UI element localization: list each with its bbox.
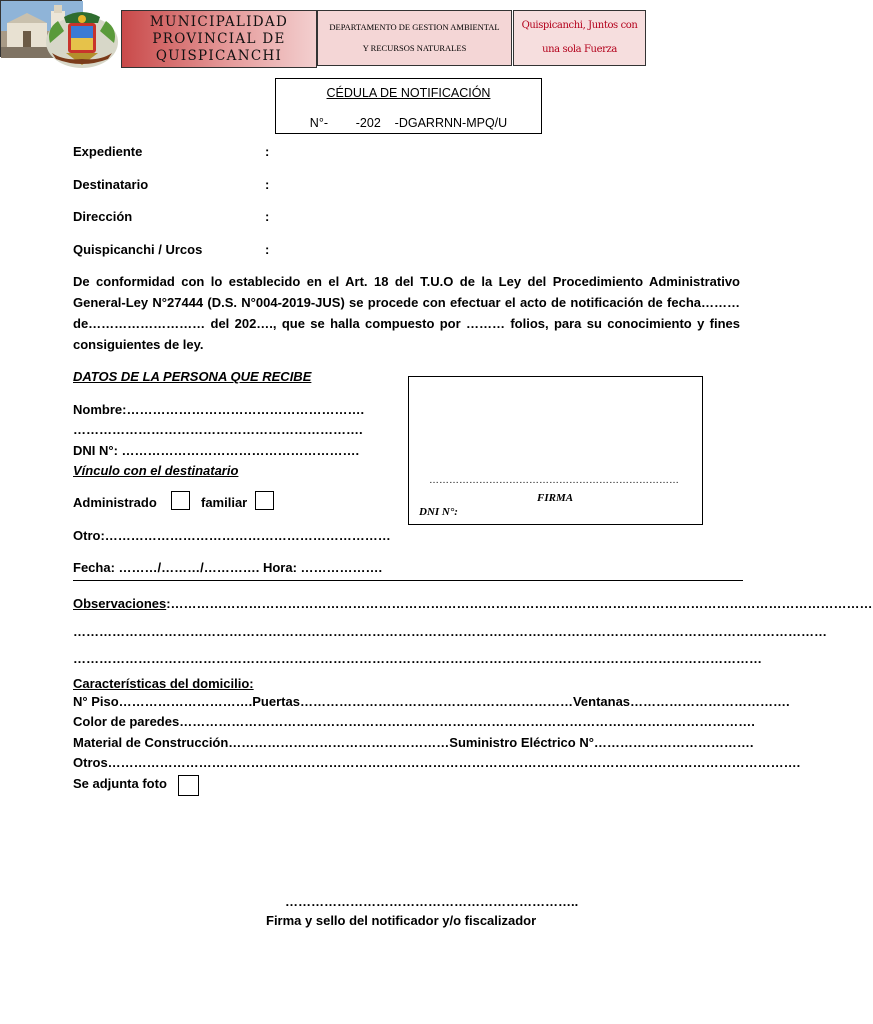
observations-row	[73, 596, 873, 611]
notification-title-box	[275, 78, 542, 134]
administrado-label: Administrado	[73, 495, 157, 510]
notifier-signature-caption: Firma y sello del notificador y/o fiscalizador	[266, 913, 537, 928]
department-name: DEPARTAMENTO DE GESTION AMBIENTAL Y RECURSOS NATURALES	[329, 22, 500, 53]
receiver-name-continuation: ………………………………………………………….	[73, 422, 363, 437]
observations-line-3: ……………………………………………………………………………………………………………………………………………	[73, 651, 762, 666]
familiar-checkbox[interactable]	[255, 491, 274, 510]
photo-attached-label: Se adjunta foto	[73, 776, 167, 791]
legal-paragraph: De conformidad con lo establecido en el Art. 18 del T.U.O de la Ley del Procedimiento Administrativo General-Ley N°27444 (D.S. N°004-2019-JUS) se procede con efectuar el acto de notificación de fecha……… de……………………… del 202…., que se halla compuesto por ……… folios, para su conocimiento y fines consiguientes de ley.	[73, 274, 740, 352]
administrado-checkbox[interactable]	[171, 491, 190, 510]
direccion-label: Dirección	[73, 209, 133, 224]
familiar-label: familiar	[201, 495, 248, 510]
lugar-colon: :	[265, 242, 270, 257]
observations-line-1: :………………………………………………………………………………………………………………………………………………	[166, 596, 873, 611]
destinatario-label: Destinatario	[73, 177, 149, 192]
observations-label: Observaciones	[73, 596, 167, 611]
photo-attached-checkbox[interactable]	[178, 775, 199, 796]
floor-doors-windows-field: N° Piso………………………….Puertas………………………………………………………Ventanas……………………………….	[73, 694, 790, 709]
other-relationship-field: Otro:…………………………………………………………	[73, 528, 391, 543]
coat-of-arms-logo	[44, 9, 120, 71]
signature-label: FIRMA	[537, 492, 574, 504]
notifier-signature-line: …………………………………………………………..	[285, 894, 579, 909]
wall-color-field: Color de paredes…………………………………………………………………………………………………………………….	[73, 714, 755, 729]
slogan-box	[513, 10, 646, 66]
municipality-name	[121, 10, 317, 68]
receiver-dni-field: DNI N°: ……………………………………………….	[73, 443, 360, 458]
signature-box	[408, 376, 703, 525]
slogan-text: Quispicanchi, Juntos con una sola Fuerza	[521, 20, 638, 55]
observations-line-2: …………………………………………………………………………………………………………………………………………………………	[73, 624, 827, 639]
signature-line: …………………………………………………………………	[429, 475, 679, 486]
others-field: Otros…………………………………………………………………………………………………………………………………………….	[73, 755, 801, 770]
receiver-heading: DATOS DE LA PERSONA QUE RECIBE	[73, 369, 312, 384]
domicile-heading: Características del domicilio:	[73, 676, 254, 691]
expediente-label: Expediente	[73, 144, 143, 159]
section-divider	[73, 580, 743, 581]
department-box	[317, 10, 512, 66]
municipality-line-1: MUNICIPALIDAD	[149, 13, 289, 30]
municipality-line-2: PROVINCIAL DE	[152, 30, 286, 47]
lugar-label: Quispicanchi / Urcos	[73, 242, 203, 257]
date-time-field: Fecha: ………/………/…………. Hora: ……………….	[73, 560, 383, 575]
destinatario-colon: :	[265, 177, 270, 192]
relationship-heading: Vínculo con el destinatario	[73, 463, 239, 478]
receiver-name-field: Nombre:……………………………………………….	[73, 402, 365, 417]
construction-material-field: Material de Construcción……………………………………………Suministro Eléctrico N°……………………………….	[73, 735, 754, 750]
signature-dni-label: DNI N°:	[419, 506, 458, 518]
municipality-line-3: QUISPICANCHI	[155, 47, 283, 64]
expediente-colon: :	[265, 144, 270, 159]
document-title: CÉDULA DE NOTIFICACIÓN	[326, 86, 491, 100]
direccion-colon: :	[265, 209, 270, 224]
notification-number: N°- -202 -DGARRNN-MPQ/U	[309, 116, 508, 130]
